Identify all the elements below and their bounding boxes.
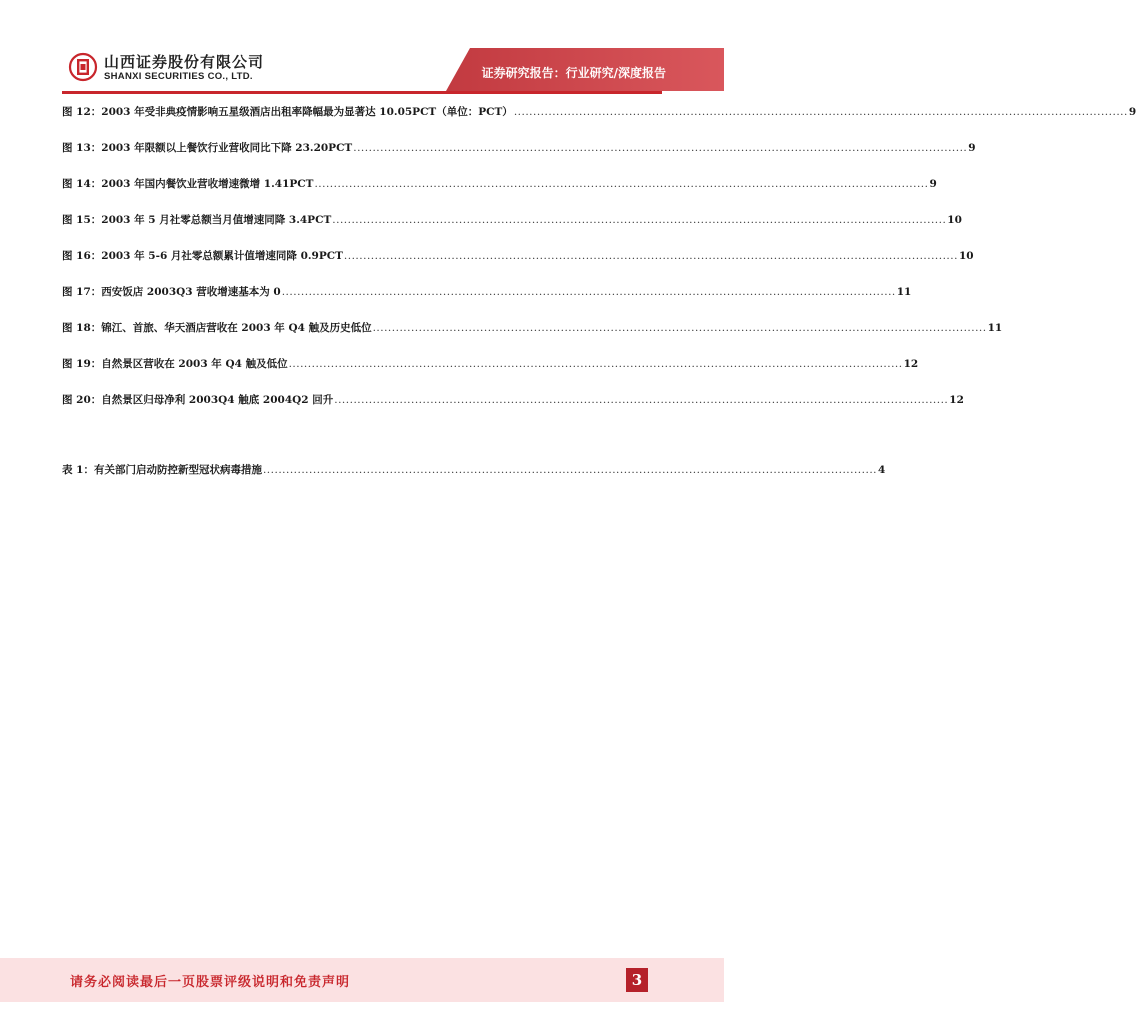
toc-entry-label: 图 19：自然景区营收在 2003 年 Q4 触及低位 bbox=[62, 358, 288, 370]
toc-entry-label: 图 20：自然景区归母净利 2003Q4 触底 2004Q2 回升 bbox=[62, 394, 334, 406]
toc-entry[interactable] bbox=[62, 284, 912, 300]
toc-table-entry[interactable] bbox=[62, 462, 886, 478]
toc-leader-dots: ................................................................................................................................................................ bbox=[343, 250, 958, 262]
page-number: 3 bbox=[626, 968, 648, 992]
toc-entry-page: 11 bbox=[896, 286, 912, 298]
toc-leader-dots: ................................................................................................................................................................ bbox=[314, 178, 929, 190]
toc-entry-label: 图 14：2003 年国内餐饮业营收增速微增 1.41PCT bbox=[62, 178, 314, 190]
report-type-banner: 证券研究报告：行业研究/深度报告 bbox=[481, 66, 666, 80]
shanxi-securities-logo-icon bbox=[68, 52, 98, 82]
toc-leader-dots: ................................................................................................................................................................ bbox=[353, 142, 968, 154]
toc-entry-label: 图 13：2003 年限额以上餐饮行业营收同比下降 23.20PCT bbox=[62, 142, 353, 154]
header-divider bbox=[62, 91, 662, 94]
toc-entry-label: 图 18：锦江、首旅、华天酒店营收在 2003 年 Q4 触及历史低位 bbox=[62, 322, 372, 334]
toc-entry[interactable] bbox=[62, 248, 974, 264]
toc-leader-dots: ................................................................................................................................................................ bbox=[334, 394, 949, 406]
toc-leader-dots: ................................................................................................................................................................ bbox=[281, 286, 896, 298]
toc-entry-page: 12 bbox=[903, 358, 919, 370]
toc-leader-dots: ................................................................................................................................................................ bbox=[332, 214, 947, 226]
toc-entry-label: 图 12：2003 年受非典疫情影响五星级酒店出租率降幅最为显著达 10.05PCT（单位：PCT） bbox=[62, 106, 513, 118]
toc-entry[interactable] bbox=[62, 140, 976, 156]
toc-entry-page: 9 bbox=[1128, 106, 1136, 118]
toc-entry[interactable] bbox=[62, 212, 962, 228]
toc-entry[interactable] bbox=[62, 320, 1003, 336]
toc-leader-dots: ................................................................................................................................................................ bbox=[288, 358, 903, 370]
toc-entry-page: 4 bbox=[878, 464, 886, 476]
disclaimer-notice: 请务必阅读最后一页股票评级说明和免责声明 bbox=[70, 975, 351, 990]
page-header bbox=[0, 0, 724, 96]
toc-leader-dots: ................................................................................................................................................................ bbox=[372, 322, 987, 334]
toc-entry-page: 9 bbox=[929, 178, 937, 190]
toc-entry-page: 11 bbox=[987, 322, 1003, 334]
toc-leader-dots: ................................................................................................................................................................ bbox=[262, 464, 877, 476]
toc-entry[interactable] bbox=[62, 356, 919, 372]
toc-entry-page: 9 bbox=[968, 142, 976, 154]
company-name-en: SHANXI SECURITIES CO., LTD. bbox=[104, 71, 253, 82]
toc-entry-page: 12 bbox=[949, 394, 964, 406]
toc-entry[interactable] bbox=[62, 104, 1136, 120]
toc-entry-label: 图 15：2003 年 5 月社零总额当月值增速同降 3.4PCT bbox=[62, 214, 332, 226]
toc-leader-dots: ................................................................................................................................................................ bbox=[513, 106, 1128, 118]
toc-entry-label: 图 17：西安饭店 2003Q3 营收增速基本为 0 bbox=[62, 286, 281, 298]
toc-entry[interactable] bbox=[62, 392, 964, 408]
toc-entry-label: 表 1：有关部门启动防控新型冠状病毒措施 bbox=[62, 464, 262, 476]
toc-entry-label: 图 16：2003 年 5-6 月社零总额累计值增速同降 0.9PCT bbox=[62, 250, 343, 262]
toc-entry-page: 10 bbox=[958, 250, 974, 262]
company-name-cn: 山西证券股份有限公司 bbox=[104, 53, 265, 71]
page-footer bbox=[0, 958, 724, 1002]
toc-entry-page: 10 bbox=[947, 214, 962, 226]
toc-entry[interactable] bbox=[62, 176, 937, 192]
